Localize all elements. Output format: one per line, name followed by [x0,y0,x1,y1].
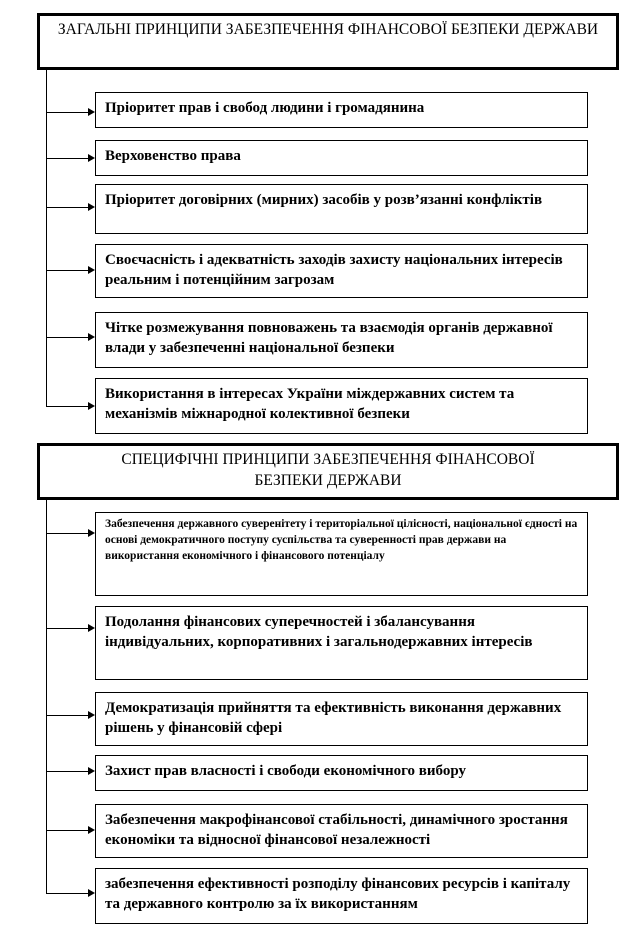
general-arrow-2 [88,154,95,162]
general-principle-1: Пріоритет прав і свобод людини і громадянина [95,92,588,128]
specific-connector-4 [46,771,88,772]
general-principle-6: Використання в інтересах України міждержавних систем та механізмів міжнародної колективної безпеки [95,378,588,434]
specific-arrow-3 [88,711,95,719]
specific-connector-6 [46,893,88,894]
specific-principle-1: Забезпечення державного суверенітету і територіальної цілісності, національної єдності на основі демократичного поступу суспільства та суверенності прав держави на використання економічного і фінансового потенціалу [95,512,588,596]
general-arrow-4 [88,266,95,274]
general-arrow-1 [88,108,95,116]
specific-principle-6: забезпечення ефективності розподілу фінансових ресурсів і капіталу та державного контролю за їх використанням [95,868,588,924]
general-connector-1 [46,112,88,113]
general-principle-2: Верховенство права [95,140,588,176]
general-connector-4 [46,270,88,271]
general-arrow-3 [88,203,95,211]
specific-connector-line [46,500,47,893]
specific-arrow-2 [88,624,95,632]
general-connector-line [46,70,47,406]
general-principle-3: Пріоритет договірних (мирних) засобів у розв’язанні конфліктів [95,184,588,234]
specific-principle-4: Захист прав власності і свободи економічного вибору [95,755,588,791]
general-arrow-6 [88,402,95,410]
general-arrow-5 [88,333,95,341]
general-principles-header: ЗАГАЛЬНІ ПРИНЦИПИ ЗАБЕЗПЕЧЕННЯ ФІНАНСОВОЇ БЕЗПЕКИ ДЕРЖАВИ [37,13,619,70]
general-connector-6 [46,406,88,407]
general-principle-4: Своєчасність і адекватність заходів захисту національних інтересів реальним і потенційним загрозам [95,244,588,298]
specific-arrow-4 [88,767,95,775]
general-connector-2 [46,158,88,159]
specific-connector-5 [46,830,88,831]
specific-principle-5: Забезпечення макрофінансової стабільності, динамічного зростання економіки та відносної фінансової незалежності [95,804,588,858]
general-principle-5: Чітке розмежування повноважень та взаємодія органів державної влади у забезпеченні національної безпеки [95,312,588,368]
specific-arrow-1 [88,529,95,537]
specific-principle-2: Подолання фінансових суперечностей і збалансування індивідуальних, корпоративних і загальнодержавних інтересів [95,606,588,680]
specific-principle-3: Демократизація прийняття та ефективність виконання державних рішень у фінансовій сфері [95,692,588,746]
specific-arrow-5 [88,826,95,834]
specific-connector-2 [46,628,88,629]
specific-arrow-6 [88,889,95,897]
general-connector-5 [46,337,88,338]
specific-principles-header: СПЕЦИФІЧНІ ПРИНЦИПИ ЗАБЕЗПЕЧЕННЯ ФІНАНСОВОЇ БЕЗПЕКИ ДЕРЖАВИ [37,443,619,500]
specific-connector-1 [46,533,88,534]
specific-connector-3 [46,715,88,716]
general-connector-3 [46,207,88,208]
